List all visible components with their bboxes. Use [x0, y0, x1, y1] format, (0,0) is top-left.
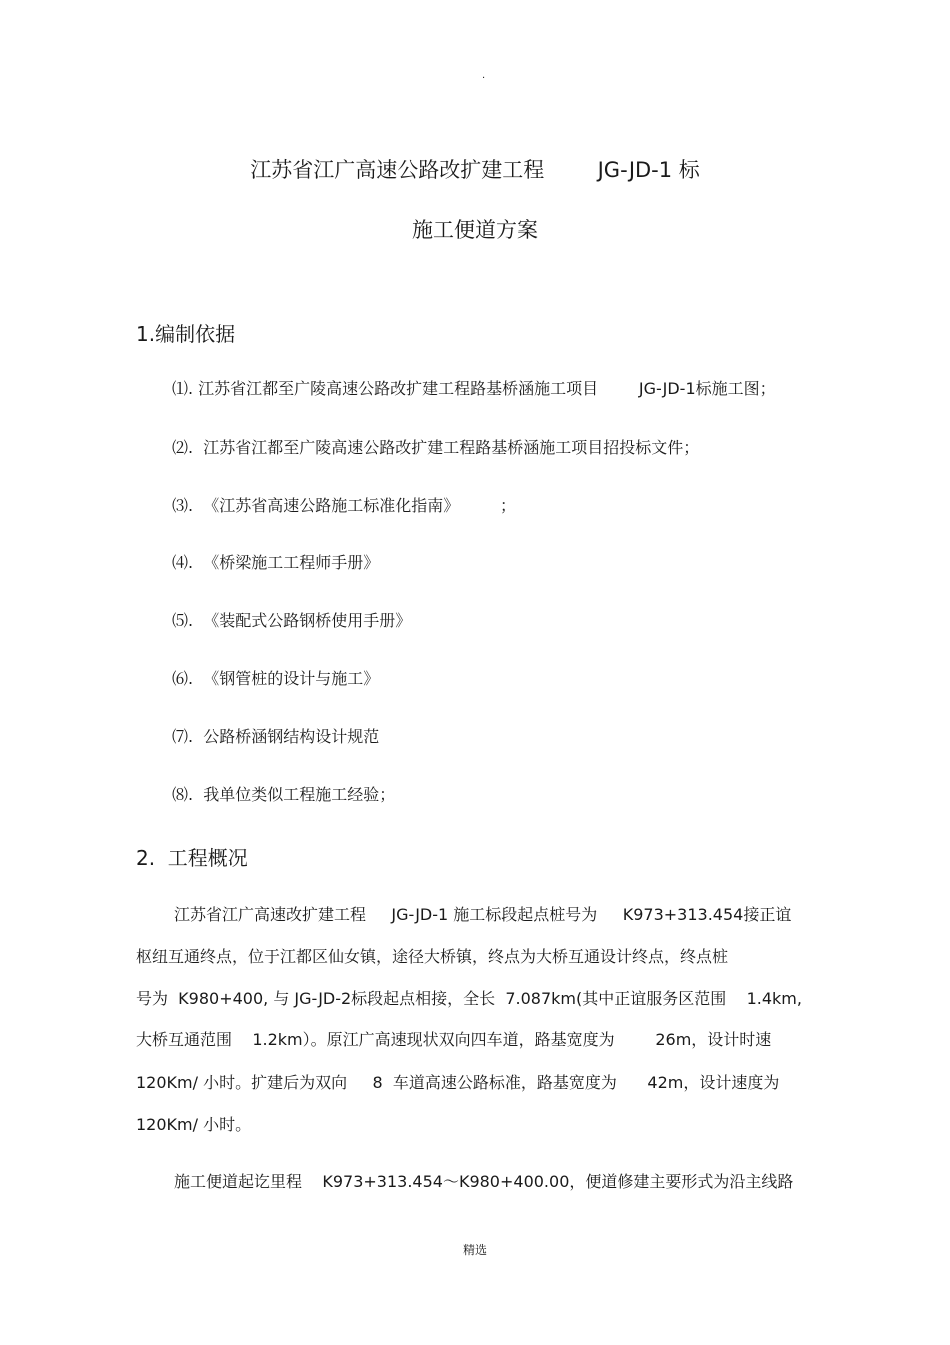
overview-paragraph-line: 号为 K980+400, 与 JG-JD-2标段起点相接，全长 7.087km(其中正谊服务区范围 1.4km,	[136, 989, 802, 1008]
overview-paragraph-line: 江苏省江广高速改扩建工程 JG-JD-1 施工标段起点桩号为 K973+313.454接正谊	[174, 905, 792, 924]
document-title: 江苏省江广高速公路改扩建工程 JG-JD-1 标	[250, 158, 700, 182]
basis-item-1: ⑴. 江苏省江都至广陵高速公路改扩建工程路基桥涵施工项目 JG-JD-1标施工图；	[172, 379, 776, 398]
basis-item-2: ⑵. 江苏省江都至广陵高速公路改扩建工程路基桥涵施工项目招投标文件；	[172, 438, 700, 457]
basis-item-8: ⑻. 我单位类似工程施工经验；	[172, 785, 396, 804]
basis-item-5: ⑸. 《装配式公路钢桥使用手册》	[172, 611, 412, 630]
overview-paragraph-line: 120Km/ 小时。	[136, 1115, 252, 1134]
basis-item-4: ⑷. 《桥梁施工工程师手册》	[172, 553, 380, 572]
document-subtitle: 施工便道方案	[412, 218, 538, 242]
section-heading-overview: 2. 工程概况	[136, 846, 248, 870]
overview-paragraph-line: 大桥互通范围 1.2km）。原江广高速现状双向四车道，路基宽度为 26m，设计时速	[136, 1030, 772, 1049]
overview-paragraph-line: 枢纽互通终点，位于江都区仙女镇，途径大桥镇，终点为大桥互通设计终点，终点桩	[136, 947, 729, 966]
basis-item-6: ⑹. 《钢管桩的设计与施工》	[172, 669, 380, 688]
page-footer: 精选	[462, 1243, 487, 1257]
basis-item-7: ⑺. 公路桥涵钢结构设计规范	[172, 727, 380, 746]
section-heading-basis: 1.编制依据	[136, 322, 236, 346]
header-dot: .	[482, 70, 486, 81]
access-road-paragraph: 施工便道起讫里程 K973+313.454～K980+400.00，便道修建主要形式为沿主线路	[174, 1172, 794, 1191]
basis-item-3: ⑶. 《江苏省高速公路施工标准化指南》 ；	[172, 496, 516, 515]
overview-paragraph-line: 120Km/ 小时。扩建后为双向 8 车道高速公路标准，路基宽度为 42m，设计速度为	[136, 1073, 780, 1092]
